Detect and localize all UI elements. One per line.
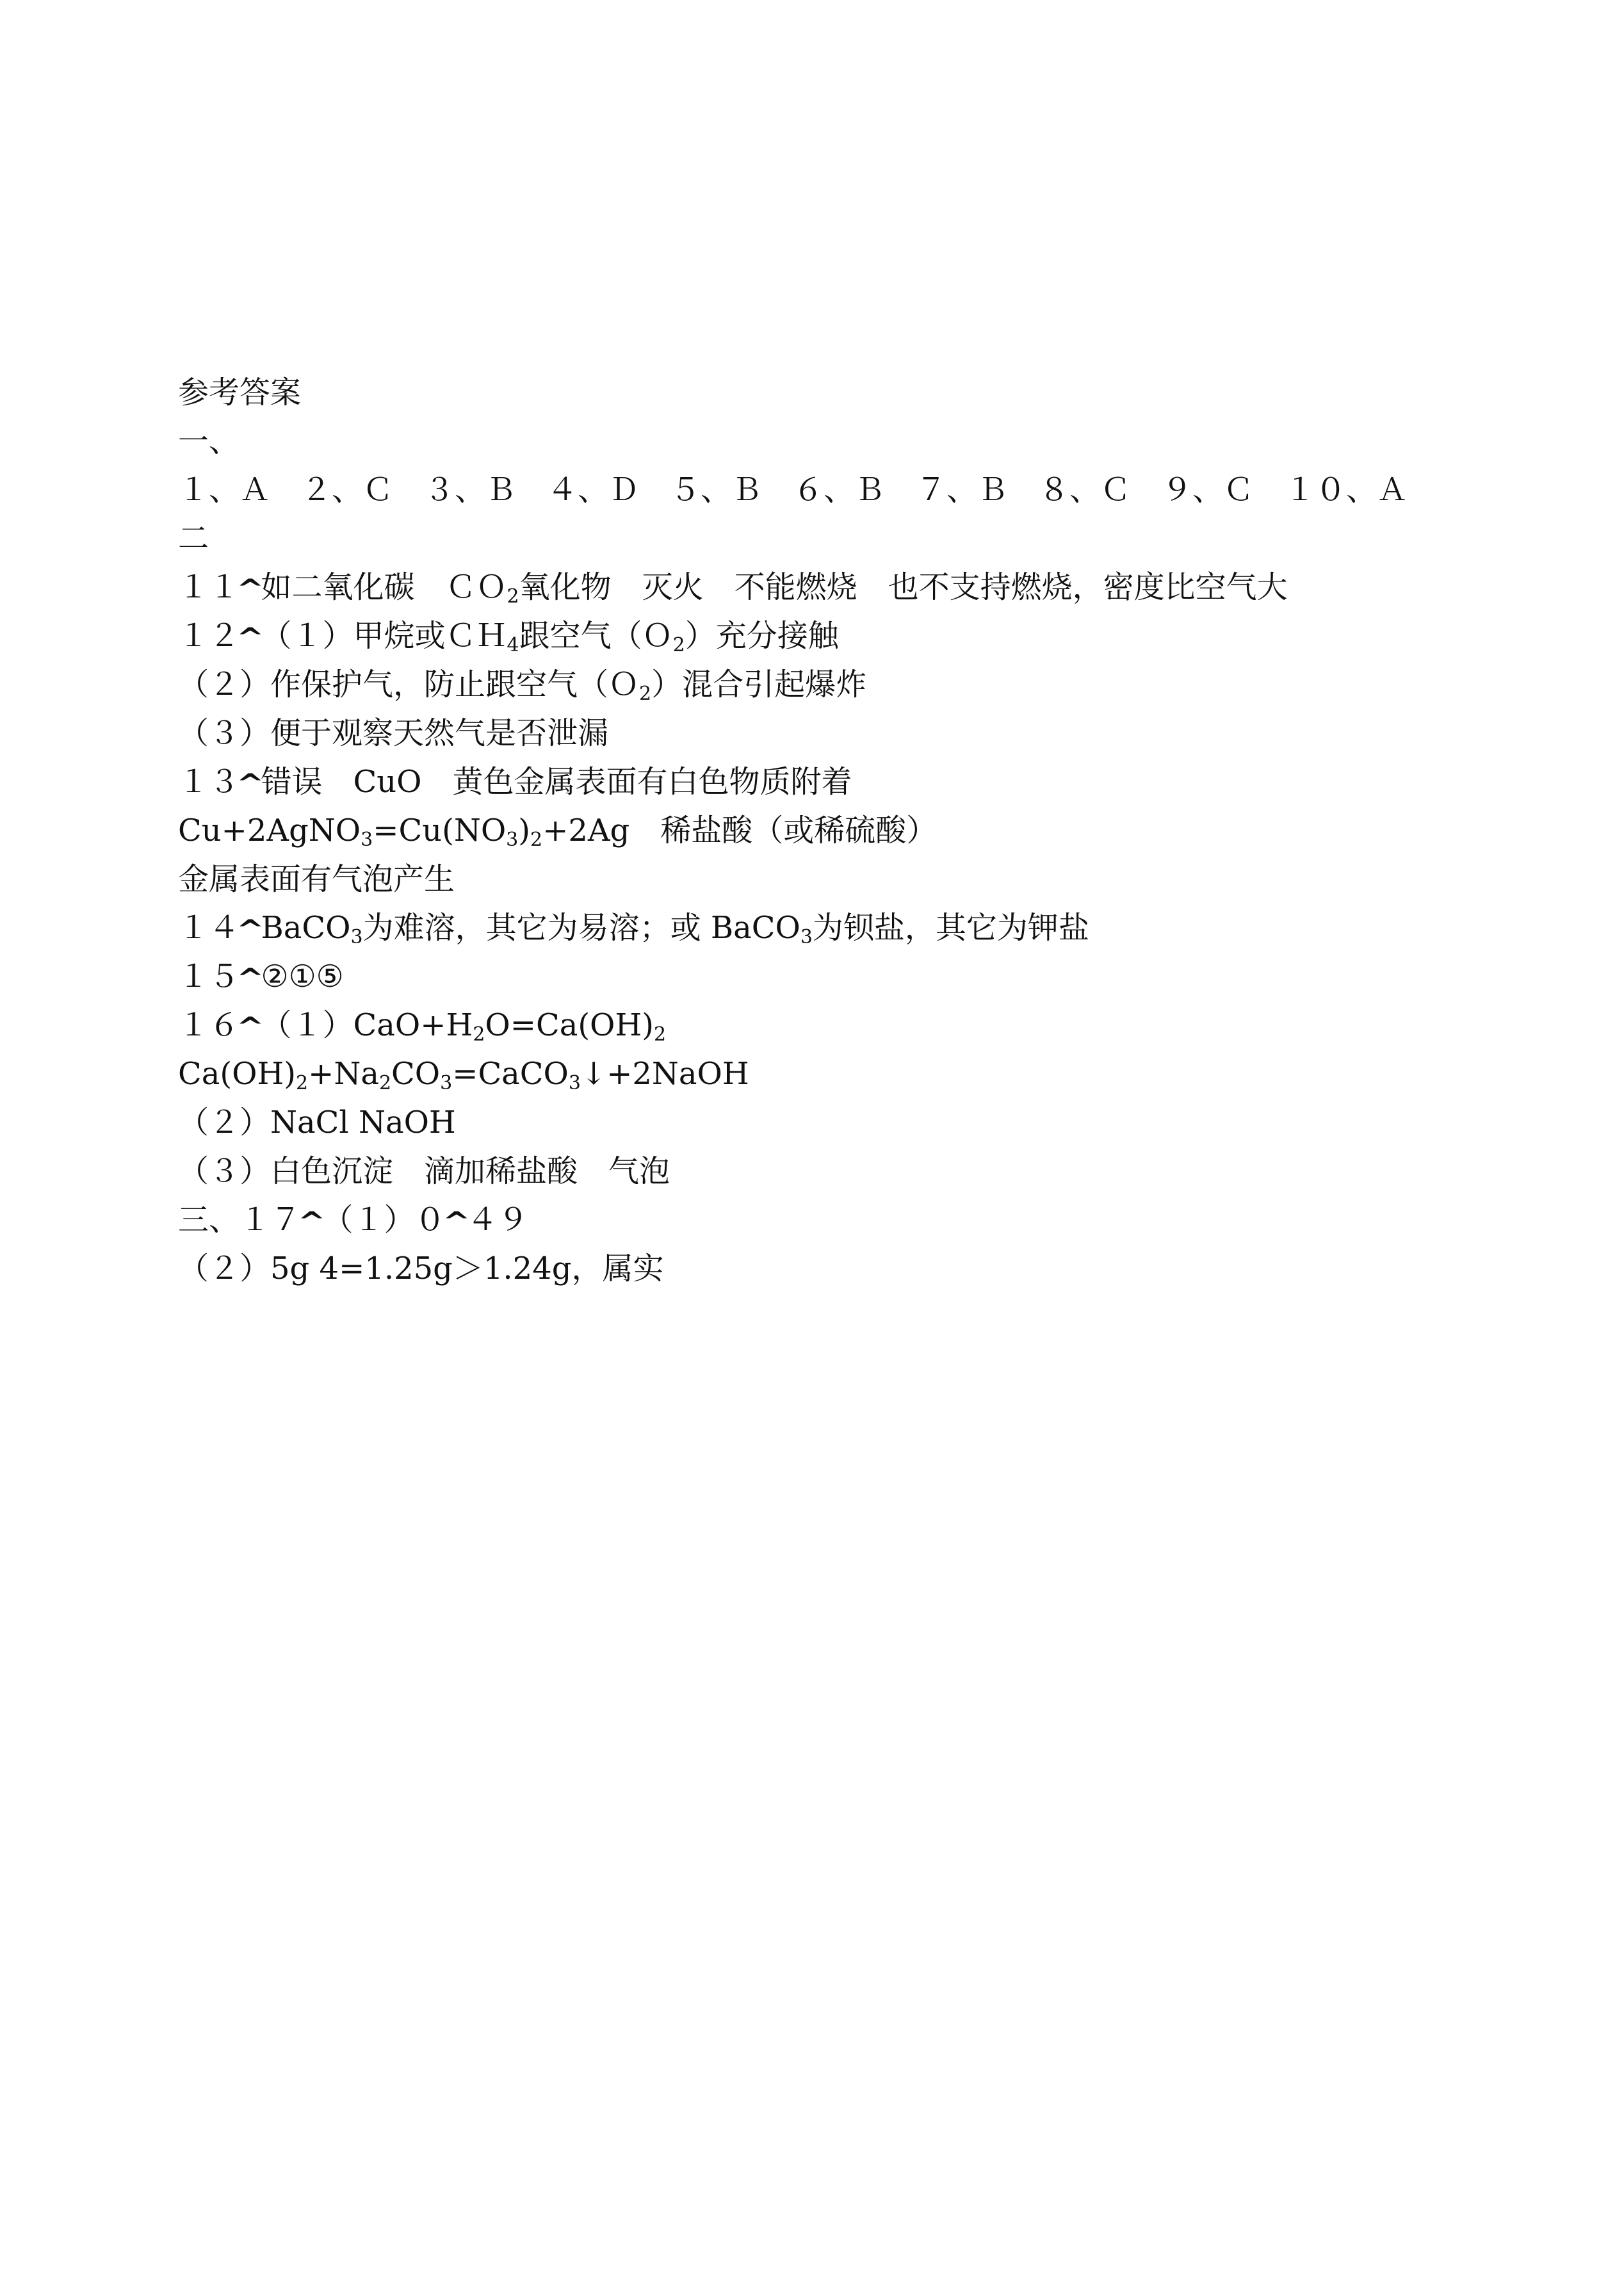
text-segment: １６ [178,1007,240,1043]
caret-mark: ^ [236,915,264,945]
text-line [178,417,1459,466]
text-line [178,1001,1459,1050]
text-segment: ）充分接触 [685,618,839,654]
text-segment: ②①⑤ [261,959,344,994]
text-segment: 氧化物 灭火 不能燃烧 也不支持燃烧，密度比空气大 [519,569,1288,605]
text-segment: １４ [178,910,240,946]
subscript: 2 [473,1023,485,1046]
text-segment: Cu+2AgNO [178,813,361,848]
text-segment: 三、１７ [178,1202,302,1238]
subscript: 3 [506,829,519,851]
text-segment: （２）作保护气，防止跟空气（Ｏ [178,667,640,702]
text-segment: 为钡盐，其它为钾盐 [812,910,1089,946]
caret-mark: ^ [236,574,264,604]
subscript: 2 [653,1023,667,1046]
text-segment: １、Ａ ２、Ｃ ３、Ｂ ４、Ｄ ５、Ｂ ６、Ｂ ７、Ｂ ８、Ｃ ９、Ｃ １０、Ａ [178,472,1408,508]
text-line [178,466,1459,514]
text-line [178,1244,1459,1293]
text-line [178,904,1459,952]
text-line [178,1050,1459,1098]
caret-mark: ^ [236,964,264,993]
subscript: 4 [507,634,519,656]
text-line [178,1147,1459,1196]
text-segment: 如二氧化碳 ＣＯ [261,569,507,605]
text-line [178,1196,1459,1244]
text-segment: （１）甲烷或ＣＨ [261,618,507,654]
subscript: 3 [361,829,373,851]
text-segment: （３）便于观察天然气是否泄漏 [178,715,609,751]
text-segment: ) [518,813,530,848]
text-segment: １５ [178,959,240,994]
text-line [178,514,1459,563]
subscript: 2 [639,683,652,705]
text-segment: O=Ca(OH) [485,1007,654,1043]
text-segment: １２ [178,618,240,654]
text-line [178,855,1459,904]
subscript: 2 [378,1072,392,1094]
text-segment: +2Ag 稀盐酸（或稀硫酸） [542,813,938,848]
text-segment: １３ [178,764,240,800]
text-segment: 金属表面有气泡产生 [178,861,455,897]
text-segment: ↓+2NaOH [580,1056,749,1092]
caret-mark: ^ [236,623,264,653]
text-segment: （１）０ [322,1202,446,1238]
text-line [178,1098,1459,1147]
text-segment: （２）5g 4=1.25g＞1.24g，属实 [178,1251,664,1286]
text-line [178,368,1459,417]
text-segment: CO [391,1056,441,1092]
text-segment: BaCO [261,910,351,946]
text-segment: Ca(OH) [178,1056,296,1092]
text-segment: 二 [178,521,209,556]
text-segment: =Cu(NO [373,813,507,848]
text-segment: =CaCO [452,1056,569,1092]
text-segment: 一、 [178,423,240,459]
text-line [178,806,1459,855]
answer-key-text [178,368,1459,1293]
text-segment: 错误 CuO 黄色金属表面有白色物质附着 [261,764,852,800]
subscript: 3 [440,1072,453,1094]
subscript: 2 [672,634,685,656]
text-segment: ４９ [467,1202,529,1238]
caret-mark: ^ [442,1207,471,1237]
text-line [178,758,1459,806]
text-segment: 参考答案 [178,375,302,410]
subscript: 3 [800,926,813,948]
text-segment: （２）NaCl NaOH [178,1105,456,1140]
text-segment: 跟空气（Ｏ [519,618,673,654]
subscript: 2 [530,829,543,851]
text-line [178,563,1459,612]
subscript: 3 [350,926,363,948]
text-segment: +Na [308,1056,379,1092]
subscript: 2 [296,1072,309,1094]
text-line [178,660,1459,709]
caret-mark: ^ [236,1012,264,1042]
text-segment: 为难溶，其它为易溶；或 BaCO [362,910,800,946]
text-segment: （１）CaO+H [261,1007,473,1043]
subscript: 3 [568,1072,581,1094]
caret-mark: ^ [297,1207,326,1237]
text-segment: １１ [178,569,240,605]
text-line [178,709,1459,758]
text-segment: ）混合引起爆炸 [651,667,867,702]
text-line [178,952,1459,1001]
caret-mark: ^ [236,769,264,799]
text-line [178,612,1459,660]
subscript: 2 [507,585,519,608]
text-segment: （３）白色沉淀 滴加稀盐酸 气泡 [178,1153,670,1189]
